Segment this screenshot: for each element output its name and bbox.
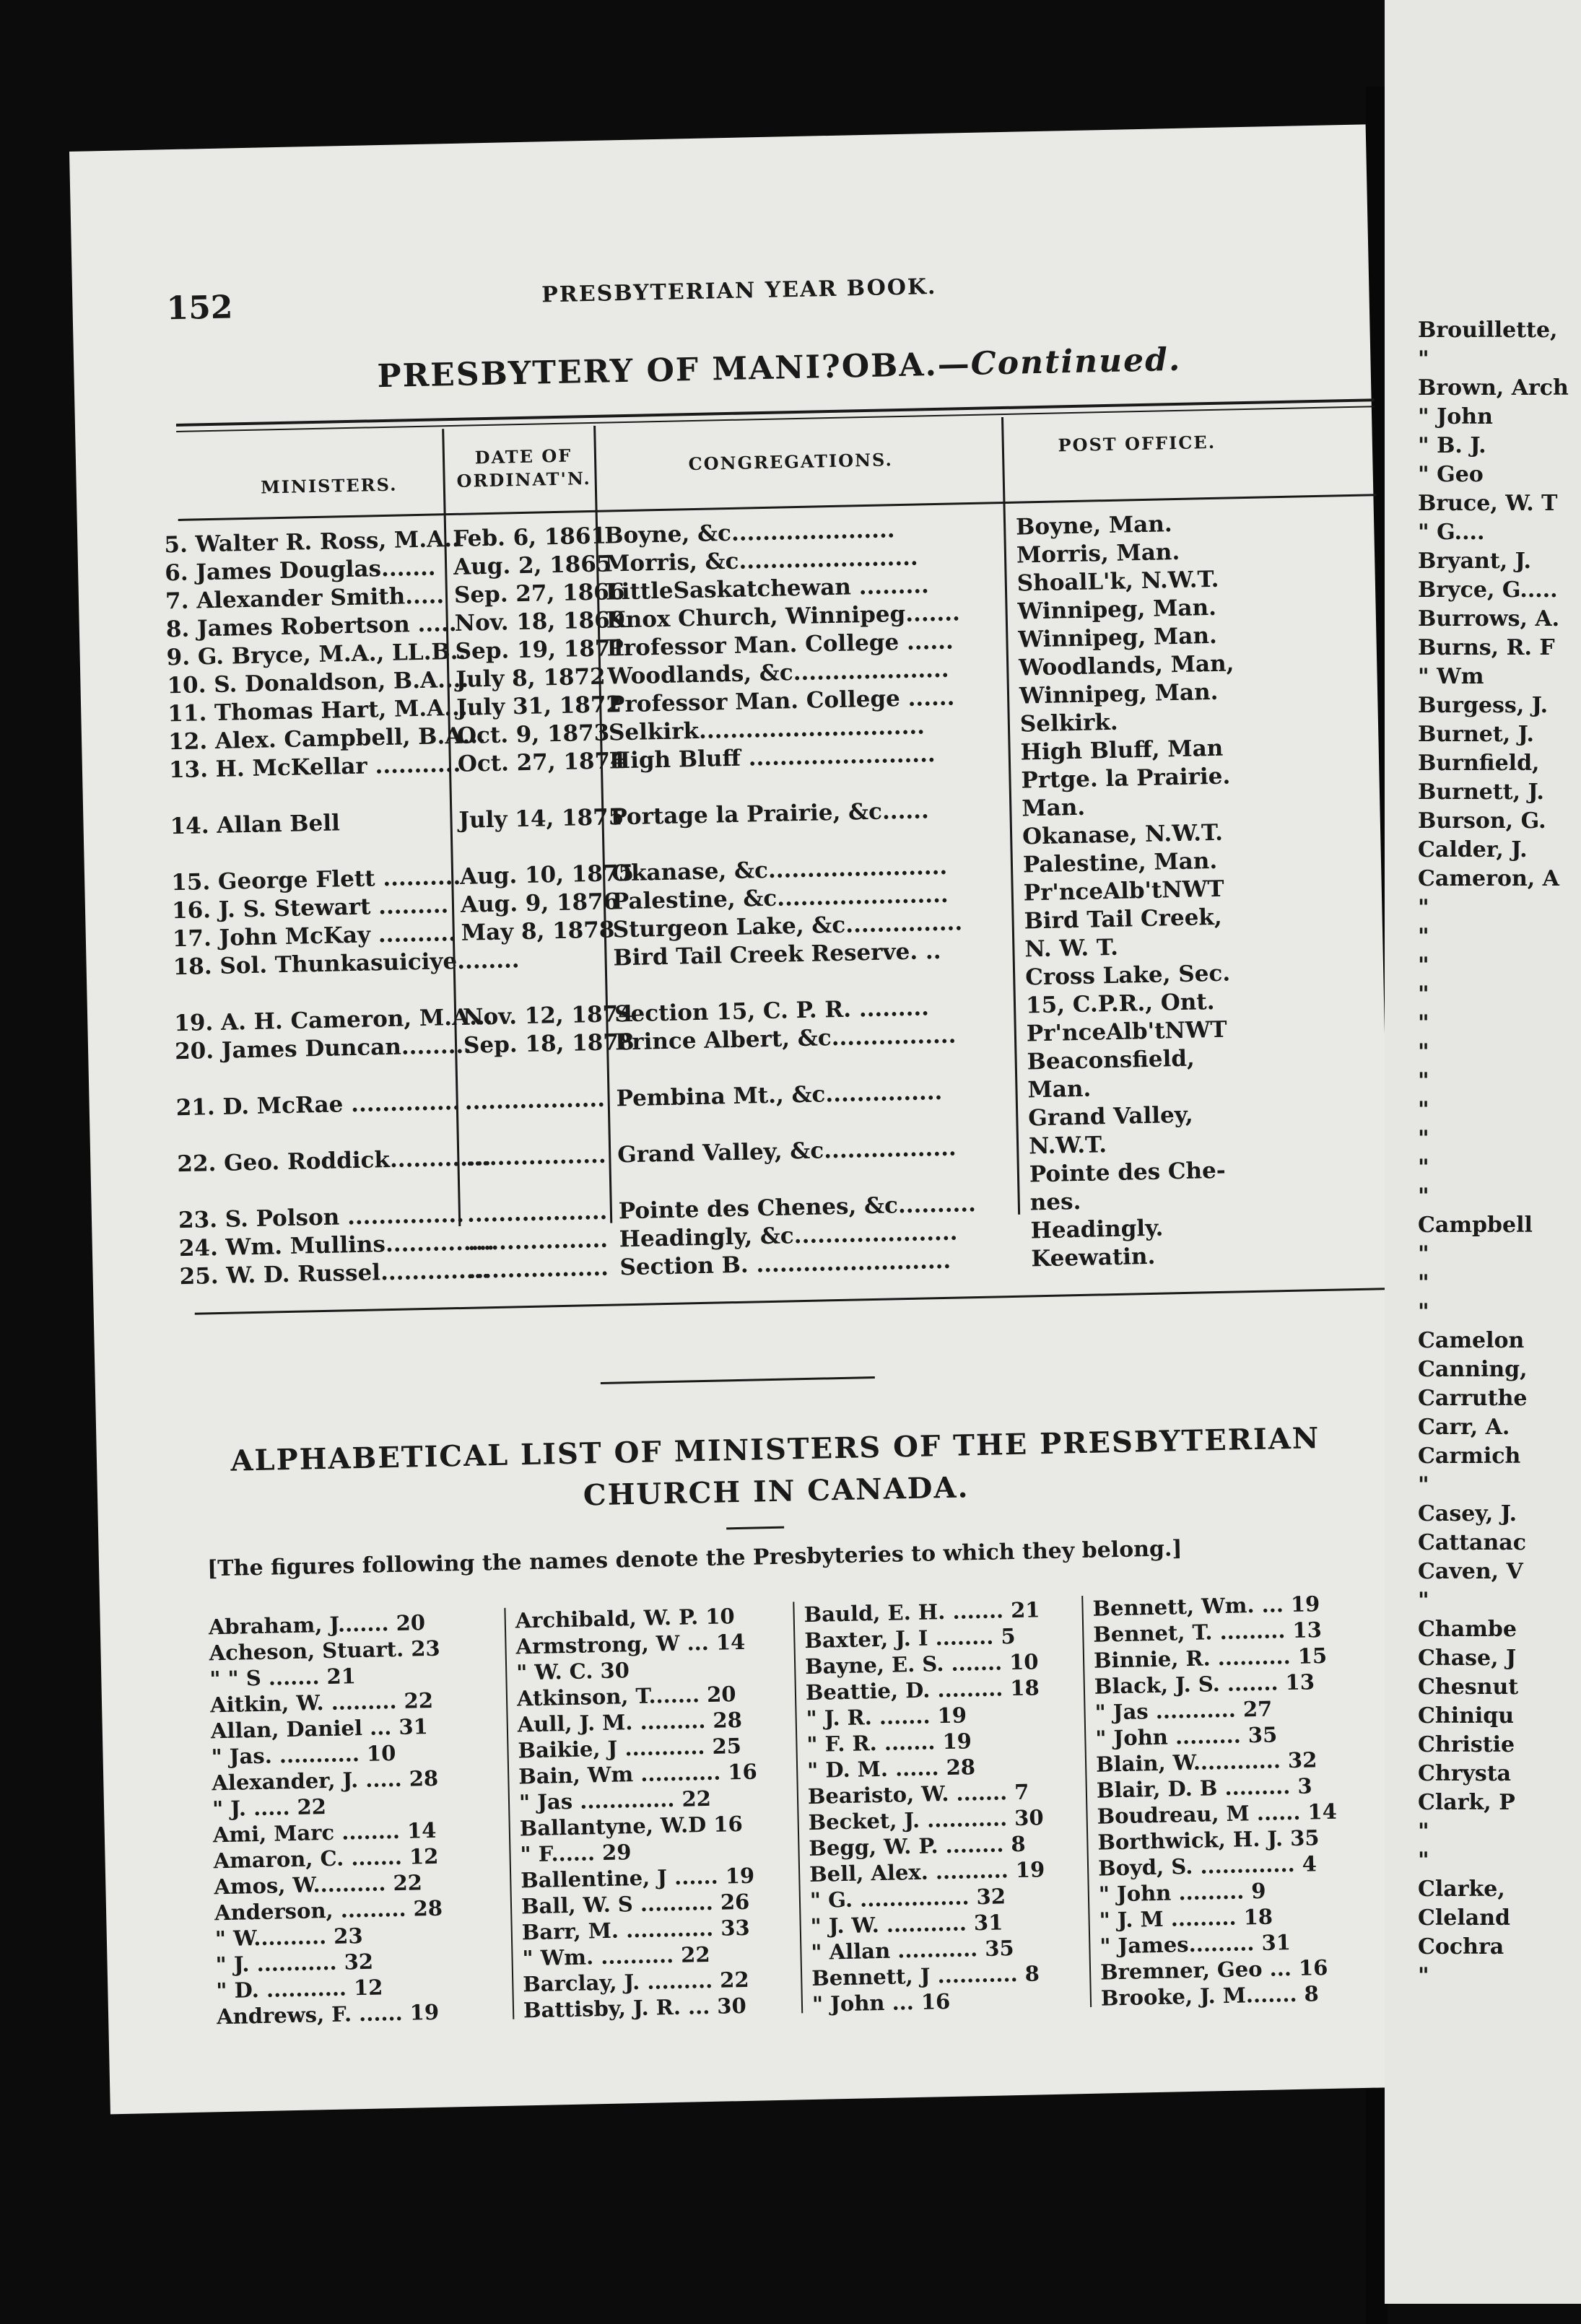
table-top-rule [176,398,1375,427]
minister-cell: 17. John McKay .......... [172,920,457,953]
adjacent-list-item: " [1418,1848,1429,1873]
list-item: Becket, J. ........... 30 [808,1805,1044,1835]
list-item: Boudreau, M ...... 14 [1097,1799,1338,1829]
running-head: PRESBYTERIAN YEAR BOOK. [541,274,937,308]
congregation-cell: High Bluff ........................ [609,741,936,774]
list-item: " J. R. ....... 19 [806,1703,967,1731]
adjacent-list-item: " Wm [1418,664,1484,689]
list-item: Alexander, J. ..... 28 [212,1765,439,1796]
minister-cell: 14. Allan Bell [170,810,341,840]
list-item: Bauld, E. H. ....... 21 [803,1597,1040,1628]
list-item: Andrews, F. ...... 19 [216,1999,440,2030]
list-item: Ballantyne, W.D 16 [519,1811,744,1841]
adjacent-list-item: Bryce, G..... [1418,577,1558,603]
alpha-column-3 [803,1596,1048,2017]
list-item: " James......... 31 [1099,1930,1292,1959]
list-item: " Jas. ........... 10 [211,1741,396,1770]
date-cell: Oct. 27, 1874 [457,748,627,777]
adjacent-list-item: Casey, J. [1418,1501,1517,1526]
adjacent-list-item: Chambe [1418,1617,1517,1642]
adjacent-list-item: " [1418,1819,1429,1844]
minister-cell: 24. Wm. Mullins.............. [178,1229,495,1262]
list-item: " Wm. .......... 22 [522,1941,710,1971]
adjacent-list-item: " G.... [1418,520,1485,545]
alpha-divider-1 [504,1608,514,2019]
post-office-cell: Palestine, Man. [1022,847,1218,878]
adjacent-list-item: Chrysta [1418,1761,1512,1786]
list-item: " John ... 16 [811,1989,951,2017]
list-item: Baxter, J. I ........ 5 [804,1624,1016,1654]
book-page [69,124,1407,2114]
minister-cell: 23. S. Polson ............... [178,1201,465,1234]
list-item: Battisby, J. R. ... 30 [523,1993,747,2023]
date-cell: Sep. 27, 1866 [453,579,625,608]
list-item: " J. W. ........... 31 [810,1910,1003,1939]
list-item: Amaron, C. ....... 12 [213,1843,439,1874]
list-item: Blair, D. B ......... 3 [1096,1773,1312,1803]
post-office-cell: nes. [1029,1188,1081,1216]
adjacent-list-item: " [1418,1241,1429,1267]
post-office-cell: Beaconsfield, [1027,1045,1195,1075]
post-office-cell: Selkirk. [1019,709,1119,738]
date-cell: .................. [468,1254,609,1284]
alpha-title-line-2: CHURCH IN CANADA. [583,1470,970,1513]
list-item: Binnie, R. .......... 15 [1093,1643,1328,1673]
adjacent-list-item: " [1418,1097,1429,1122]
date-cell: .................. [466,1198,608,1228]
minister-cell: 20. James Duncan......... [174,1032,472,1065]
minister-cell: 21. D. McRae .............. [175,1088,461,1122]
congregation-cell: Palestine, &c...................... [611,881,949,915]
alpha-column-1 [208,1609,448,2030]
adjacent-list-item: " [1418,1299,1429,1324]
congregation-cell: Knox Church, Winnipeg....... [606,600,961,634]
alpha-column-4 [1092,1591,1341,2011]
page-number: 152 [166,289,233,328]
adjacent-list-item: " [1418,1270,1429,1296]
header-ministers: MINISTERS. [260,473,398,498]
minister-cell: 10. S. Donaldson, B.A.... [167,666,469,699]
list-item: " W.......... 23 [214,1923,363,1952]
adjacent-page-strip [1385,0,1581,2304]
congregation-cell: Headingly, &c..................... [619,1219,958,1253]
post-office-cell: High Bluff, Man [1020,735,1224,766]
date-cell: Nov. 18, 1869 [454,607,626,637]
post-office-cell: N. W. T. [1024,934,1119,963]
list-item: Bennet, T. ......... 13 [1092,1617,1323,1647]
post-office-cell: Winnipeg, Man. [1017,594,1217,625]
date-cell: Sep. 18, 1878 [463,1028,635,1059]
minister-cell: 9. G. Bryce, M.A., LL.B.. [166,638,466,671]
adjacent-list-item: Burnet, J. [1418,722,1534,747]
date-cell: July 8, 1872 [456,663,606,693]
list-item: " John ......... 9 [1098,1878,1266,1907]
adjacent-list-item: Chase, J [1418,1646,1517,1671]
list-item: Archibald, W. P. 10 [515,1604,735,1633]
minister-cell: 12. Alex. Campbell, B.A... [167,722,486,756]
header-congregations: CONGREGATIONS. [688,449,894,475]
minister-cell: 25. W. D. Russel.............. [179,1257,490,1290]
list-item: Black, J. S. ....... 13 [1094,1669,1315,1699]
minister-cell: 19. A. H. Cameron, M.A... [173,1003,493,1037]
alpha-divider-3 [1081,1596,1092,2007]
list-item: " Jas ............. 22 [518,1786,712,1815]
minister-cell: 16. J. S. Stewart ......... [171,892,449,925]
date-cell: .................. [464,1085,606,1115]
adjacent-list-item: " [1418,1155,1429,1180]
post-office-cell: Bird Tail Creek, [1024,904,1222,935]
section-title [377,341,1182,395]
adjacent-list-item: " [1418,1184,1429,1209]
date-cell: May 8, 1878 [461,917,615,946]
date-cell: July 31, 1872 [456,691,622,721]
list-item: " W. C. 30 [515,1658,630,1685]
adjacent-list-item: " [1418,924,1429,949]
adjacent-list-item: Brown, Arch [1418,375,1569,401]
alpha-column-2 [515,1603,762,2024]
minister-cell: 18. Sol. Thunkasuiciye........ [173,947,520,981]
table-top-rule-thin [176,406,1375,432]
date-cell: Sep. 19, 1871 [455,635,627,665]
congregation-cell: Morris, &c....................... [604,544,918,577]
list-item: Atkinson, T....... 20 [516,1682,736,1711]
congregation-cell: Portage la Prairie, &c...... [610,798,930,831]
list-item: Brooke, J. M....... 8 [1100,1981,1320,2011]
list-item: Bennett, Wm. ... 19 [1092,1591,1320,1621]
adjacent-list-item: Christie [1418,1732,1515,1757]
congregation-cell: Section B. ......................... [619,1247,951,1281]
post-office-cell: N.W.T. [1028,1132,1107,1160]
list-item: Bennett, J ........... 8 [811,1961,1040,1991]
post-office-cell: Headingly. [1030,1215,1164,1244]
date-cell: Aug. 2, 1865 [453,551,612,580]
date-cell: Feb. 6, 1861 [452,523,607,552]
list-item: Ballentine, J ...... 19 [520,1863,755,1893]
adjacent-list-item: Cochra [1418,1934,1504,1960]
date-cell: Aug. 10, 1875 [459,860,635,890]
adjacent-list-item: Campbell [1418,1213,1533,1238]
list-item: Abraham, J....... 20 [208,1610,426,1640]
list-item: " J. M ......... 18 [1099,1904,1273,1933]
adjacent-list-item: " [1418,953,1429,978]
list-item: " Jas ........... 27 [1094,1696,1273,1725]
congregation-cell: Sturgeon Lake, &c............... [612,909,963,943]
list-item: " J. ..... 22 [212,1794,327,1822]
list-item: Baikie, J ........... 25 [518,1733,742,1763]
list-item: " John ......... 35 [1095,1722,1278,1751]
adjacent-list-item: " [1418,346,1429,372]
date-cell: Oct. 9, 1873 [456,720,610,749]
date-cell: .................. [467,1226,609,1256]
post-office-cell: Winnipeg, Man. [1019,678,1219,709]
list-item: " F. R. ....... 19 [806,1729,972,1757]
list-item: Beattie, D. ......... 18 [805,1675,1040,1705]
list-item: " D. M. ...... 28 [806,1755,976,1783]
list-item: Aitkin, W. ......... 22 [209,1687,434,1718]
adjacent-list-item: " [1418,895,1429,920]
adjacent-list-item: Calder, J. [1418,837,1528,862]
list-item: Bayne, E. S. ....... 10 [804,1649,1039,1679]
adjacent-list-item: Clarke, [1418,1877,1505,1902]
adjacent-list-item: Canning, [1418,1357,1528,1382]
minister-cell: 22. Geo. Roddick............. [177,1145,492,1178]
minister-cell: 13. H. McKellar ........... [168,751,461,784]
list-item: Bell, Alex. .......... 19 [809,1857,1045,1887]
alpha-note: [The figures following the names denote the Presbyteries to which they belong.] [206,1536,1183,1582]
header-date: DATE OF ORDINAT'N. [456,445,591,492]
list-item: Bremner, Geo ... 16 [1099,1955,1328,1985]
adjacent-list-item: Burson, G. [1418,808,1546,834]
list-item: Begg, W. P. ........ 8 [809,1831,1026,1861]
list-item: Ami, Marc ........ 14 [212,1817,437,1848]
post-office-cell: Winnipeg, Man. [1018,622,1218,653]
list-item: " " S ....... 21 [209,1664,357,1692]
minister-cell: 5. Walter R. Ross, M.A.. [164,525,461,559]
list-item: Anderson, ......... 28 [214,1895,443,1926]
minister-cell: 7. Alexander Smith..... [165,582,445,615]
adjacent-list-item: Chesnut [1418,1674,1519,1700]
list-item: Armstrong, W ... 14 [515,1629,746,1659]
adjacent-list-item: Cameron, A [1418,866,1559,891]
title-underline [726,1526,784,1530]
list-item: Amos, W.......... 22 [214,1870,423,1900]
congregation-cell: Grand Valley, &c................. [617,1135,957,1168]
alpha-title-line-1: ALPHABETICAL LIST OF MINISTERS OF THE PRESBYTERIAN [230,1421,1320,1478]
adjacent-list-item: Burnfield, [1418,751,1540,776]
congregation-cell: Professor Man. College ...... [607,684,955,718]
adjacent-list-item: " [1418,1039,1429,1065]
list-item: Acheson, Stuart. 23 [209,1635,440,1666]
list-item: " F...... 29 [520,1840,632,1867]
adjacent-list-item: " Geo [1418,462,1484,487]
list-item: " D. ........... 12 [216,1975,383,2004]
adjacent-list-item: " [1418,1588,1429,1613]
header-post-office: POST OFFICE. [1058,431,1216,456]
date-cell: July 14, 1875 [458,804,624,834]
table-bottom-rule [195,1288,1393,1315]
post-office-cell: Keewatin. [1031,1243,1156,1272]
adjacent-list-item: " [1418,1010,1429,1036]
congregation-cell: Pointe des Chenes, &c.......... [618,1191,977,1225]
post-office-cell: Grand Valley, [1027,1101,1193,1132]
adjacent-list-item: Burrows, A. [1418,606,1560,632]
congregation-cell: Bird Tail Creek Reserve. .. [613,938,941,971]
adjacent-list-item: Cleland [1418,1905,1510,1931]
adjacent-list-item: Burgess, J. [1418,693,1549,718]
adjacent-list-item: Chiniqu [1418,1703,1515,1729]
section-title-continued: Continued. [970,341,1182,383]
list-item: Bain, Wm ........... 16 [518,1759,758,1789]
minister-cell: 11. Thomas Hart, M.A..... [167,694,484,728]
list-item: Bearisto, W. ....... 7 [807,1779,1029,1809]
post-office-cell: Morris, Man. [1016,538,1180,569]
list-item: Barr, M. ............ 33 [521,1915,750,1945]
date-cell: Nov. 12, 1874 [462,1000,635,1031]
adjacent-list-item: Caven, V [1418,1559,1523,1584]
congregation-cell: Boyne, &c..................... [604,517,895,549]
adjacent-list-item: Bruce, W. T [1418,491,1558,516]
post-office-cell: Man. [1021,794,1086,822]
congregation-cell: Woodlands, &c.................... [607,656,949,690]
post-office-cell: Woodlands, Man, [1018,650,1234,681]
adjacent-list-item: Clark, P [1418,1790,1515,1815]
adjacent-list-item: " [1418,1068,1429,1093]
minister-cell: 8. James Robertson ..... [165,610,457,643]
adjacent-list-item: Brouillette, [1418,318,1558,343]
list-item: Ball, W. S .......... 26 [521,1889,750,1919]
adjacent-list-item: " B. J. [1418,433,1486,458]
minister-cell: 15. George Flett .......... [170,863,461,896]
adjacent-list-item: " [1418,1472,1429,1498]
adjacent-list-item: " [1418,1963,1429,1988]
post-office-cell: Pr'nceAlb'tNWT [1023,875,1224,907]
congregation-cell: Professor Man. College ...... [606,628,954,662]
date-cell: Aug. 9, 1876 [460,888,619,918]
date-cell: .................. [465,1142,606,1171]
adjacent-list-item: Burnett, J. [1418,779,1544,805]
adjacent-list-item: " [1418,1126,1429,1151]
list-item: " J. ........... 32 [215,1949,374,1978]
post-office-cell: Man. [1027,1075,1092,1104]
congregation-cell: LittleSaskatchewan ......... [605,572,930,606]
adjacent-list-item: Carruthe [1418,1386,1528,1411]
adjacent-list-item: Burns, R. F [1418,635,1555,660]
adjacent-list-item: " [1418,982,1429,1007]
post-office-cell: Pointe des Che- [1029,1157,1227,1188]
adjacent-list-item: Carmich [1418,1443,1521,1469]
list-item: " G. ............... 32 [809,1884,1006,1913]
post-office-cell: Prtge. la Prairie. [1021,763,1231,794]
alpha-divider-2 [793,1602,803,2013]
adjacent-list-item: Cattanac [1418,1530,1526,1555]
list-item: Blain, W............ 32 [1095,1747,1318,1777]
minister-cell: 6. James Douglas....... [164,554,436,587]
congregation-cell: Okanase, &c....................... [611,853,948,887]
post-office-cell: 15, C.P.R., Ont. [1025,989,1215,1019]
congregation-cell: Section 15, C. P. R. ......... [614,995,930,1028]
short-rule [601,1376,875,1384]
section-title-text: PRESBYTERY OF MANI?OBA.— [377,345,972,396]
list-item: Allan, Daniel ... 31 [210,1714,429,1744]
list-item: Aull, J. M. ......... 28 [517,1707,743,1737]
post-office-cell: Pr'nceAlb'tNWT [1026,1016,1228,1047]
congregation-cell: Selkirk............................. [608,713,925,746]
list-item: " Allan ........... 35 [811,1936,1015,1965]
congregation-cell: Prince Albert, &c................ [614,1022,957,1056]
list-item: Boyd, S. ............. 4 [1097,1851,1318,1881]
post-office-cell: Boyne, Man. [1015,511,1173,541]
congregation-cell: Pembina Mt., &c............... [616,1078,943,1112]
list-item: Barclay, J. ......... 22 [522,1967,749,1997]
post-office-cell: Okanase, N.W.T. [1022,819,1224,850]
adjacent-list-item: Carr, A. [1418,1415,1510,1440]
adjacent-list-item: " John [1418,404,1493,429]
post-office-cell: Cross Lake, Sec. [1024,960,1231,991]
list-item: Borthwick, H. J. 35 [1097,1825,1320,1855]
adjacent-list-item: Camelon [1418,1328,1525,1353]
post-office-cell: ShoalL'k, N.W.T. [1016,566,1219,597]
adjacent-list-item: Bryant, J. [1418,549,1531,574]
